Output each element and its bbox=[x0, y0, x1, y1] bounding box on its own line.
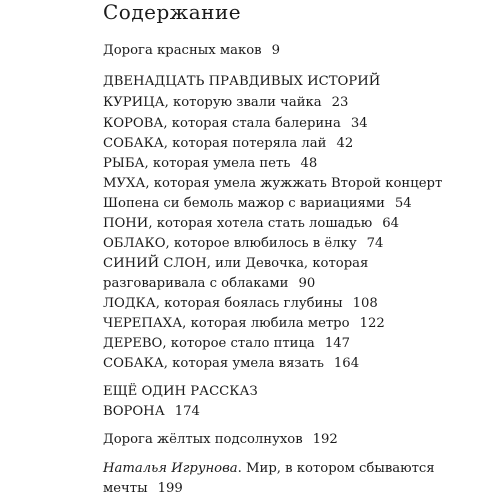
toc-entry-cloud[interactable] bbox=[103, 235, 383, 253]
toc-entry-fly-line1[interactable] bbox=[103, 175, 442, 193]
toc-entry-page: 122 bbox=[359, 316, 385, 331]
toc-entry-text: ПОНИ, которая хотела стать лошадью bbox=[103, 216, 373, 231]
toc-entry-page: 192 bbox=[312, 432, 338, 447]
afterword-title-part2: мечты bbox=[103, 481, 148, 496]
toc-entry-text: ВОРОНА bbox=[103, 404, 165, 419]
toc-entry-page: 147 bbox=[324, 336, 350, 351]
toc-entry-blue-elephant-line2[interactable] bbox=[103, 275, 315, 293]
toc-entry-sunflowers[interactable] bbox=[103, 431, 338, 449]
toc-entry-text: ДЕРЕВО, которое стало птица bbox=[103, 336, 315, 351]
toc-section-heading: ЕЩЁ ОДИН РАССКАЗ bbox=[103, 384, 258, 399]
toc-entry-text: МУХА, которая умела жужжать Второй концерт bbox=[103, 176, 443, 191]
toc-entry-text: РЫБА, которая умела петь bbox=[103, 156, 291, 171]
toc-section-one-more-story bbox=[103, 383, 258, 401]
toc-entry-text: СИНИЙ СЛОН, или Девочка, которая bbox=[103, 256, 369, 271]
toc-afterword-line1[interactable] bbox=[103, 460, 435, 478]
toc-section-heading: ДВЕНАДЦАТЬ ПРАВДИВЫХ ИСТОРИЙ bbox=[103, 74, 381, 89]
toc-entry-fish[interactable] bbox=[103, 155, 317, 173]
toc-entry-fly-line2[interactable] bbox=[103, 195, 412, 213]
toc-entry-text: Дорога жёлтых подсолнухов bbox=[103, 432, 303, 447]
toc-entry-text: СОБАКА, которая потеряла лай bbox=[103, 136, 327, 151]
toc-entry-chicken[interactable] bbox=[103, 94, 348, 112]
toc-entry-page: 164 bbox=[333, 356, 360, 371]
toc-entry-red-poppies[interactable] bbox=[103, 42, 280, 60]
toc-entry-text: КОРОВА, которая стала балерина bbox=[103, 116, 341, 131]
toc-entry-pony[interactable] bbox=[103, 215, 399, 233]
toc-entry-blue-elephant-line1[interactable] bbox=[103, 255, 368, 273]
toc-entry-text: ОБЛАКО, которое влюбилось в ёлку bbox=[103, 236, 357, 251]
toc-entry-tree[interactable] bbox=[103, 335, 350, 353]
toc-entry-text: СОБАКА, которая умела вязать bbox=[103, 356, 324, 371]
toc-entry-crow[interactable] bbox=[103, 403, 200, 421]
toc-entry-dog-knit[interactable] bbox=[103, 355, 359, 373]
page-title: Содержание bbox=[103, 0, 242, 24]
afterword-title-part1: . Мир, в котором сбываются bbox=[237, 461, 435, 476]
toc-afterword-line2[interactable] bbox=[103, 480, 183, 498]
toc-entry-text: КУРИЦА, которую звали чайка bbox=[103, 95, 322, 110]
toc-entry-page: 54 bbox=[394, 196, 412, 211]
toc-entry-page: 108 bbox=[352, 296, 378, 311]
toc-entry-cow[interactable] bbox=[103, 115, 368, 133]
toc-entry-page: 23 bbox=[331, 95, 349, 110]
toc-entry-boat[interactable] bbox=[103, 295, 378, 313]
toc-entry-page: 9 bbox=[271, 43, 280, 58]
toc-entry-page: 42 bbox=[336, 136, 354, 151]
toc-entry-page: 64 bbox=[382, 216, 400, 231]
toc-entry-dog-bark[interactable] bbox=[103, 135, 353, 153]
toc-entry-text: разговаривала с облаками bbox=[103, 276, 289, 291]
toc-entry-text: Шопена си бемоль мажор с вариациями bbox=[103, 196, 385, 211]
toc-section-twelve-stories bbox=[103, 73, 380, 91]
toc-entry-page: 34 bbox=[350, 116, 368, 131]
toc-entry-page: 74 bbox=[366, 236, 384, 251]
toc-entry-text: ЛОДКА, которая боялась глубины bbox=[103, 296, 343, 311]
toc-entry-page: 174 bbox=[174, 404, 200, 419]
toc-entry-text: Дорога красных маков bbox=[103, 43, 262, 58]
toc-entry-turtle[interactable] bbox=[103, 315, 385, 333]
toc-entry-page: 48 bbox=[300, 156, 318, 171]
toc-entry-page: 199 bbox=[157, 481, 183, 496]
toc-entry-text: ЧЕРЕПАХА, которая любила метро bbox=[103, 316, 350, 331]
toc-entry-page: 90 bbox=[298, 276, 316, 291]
afterword-author: Наталья Игрунова bbox=[103, 461, 238, 476]
